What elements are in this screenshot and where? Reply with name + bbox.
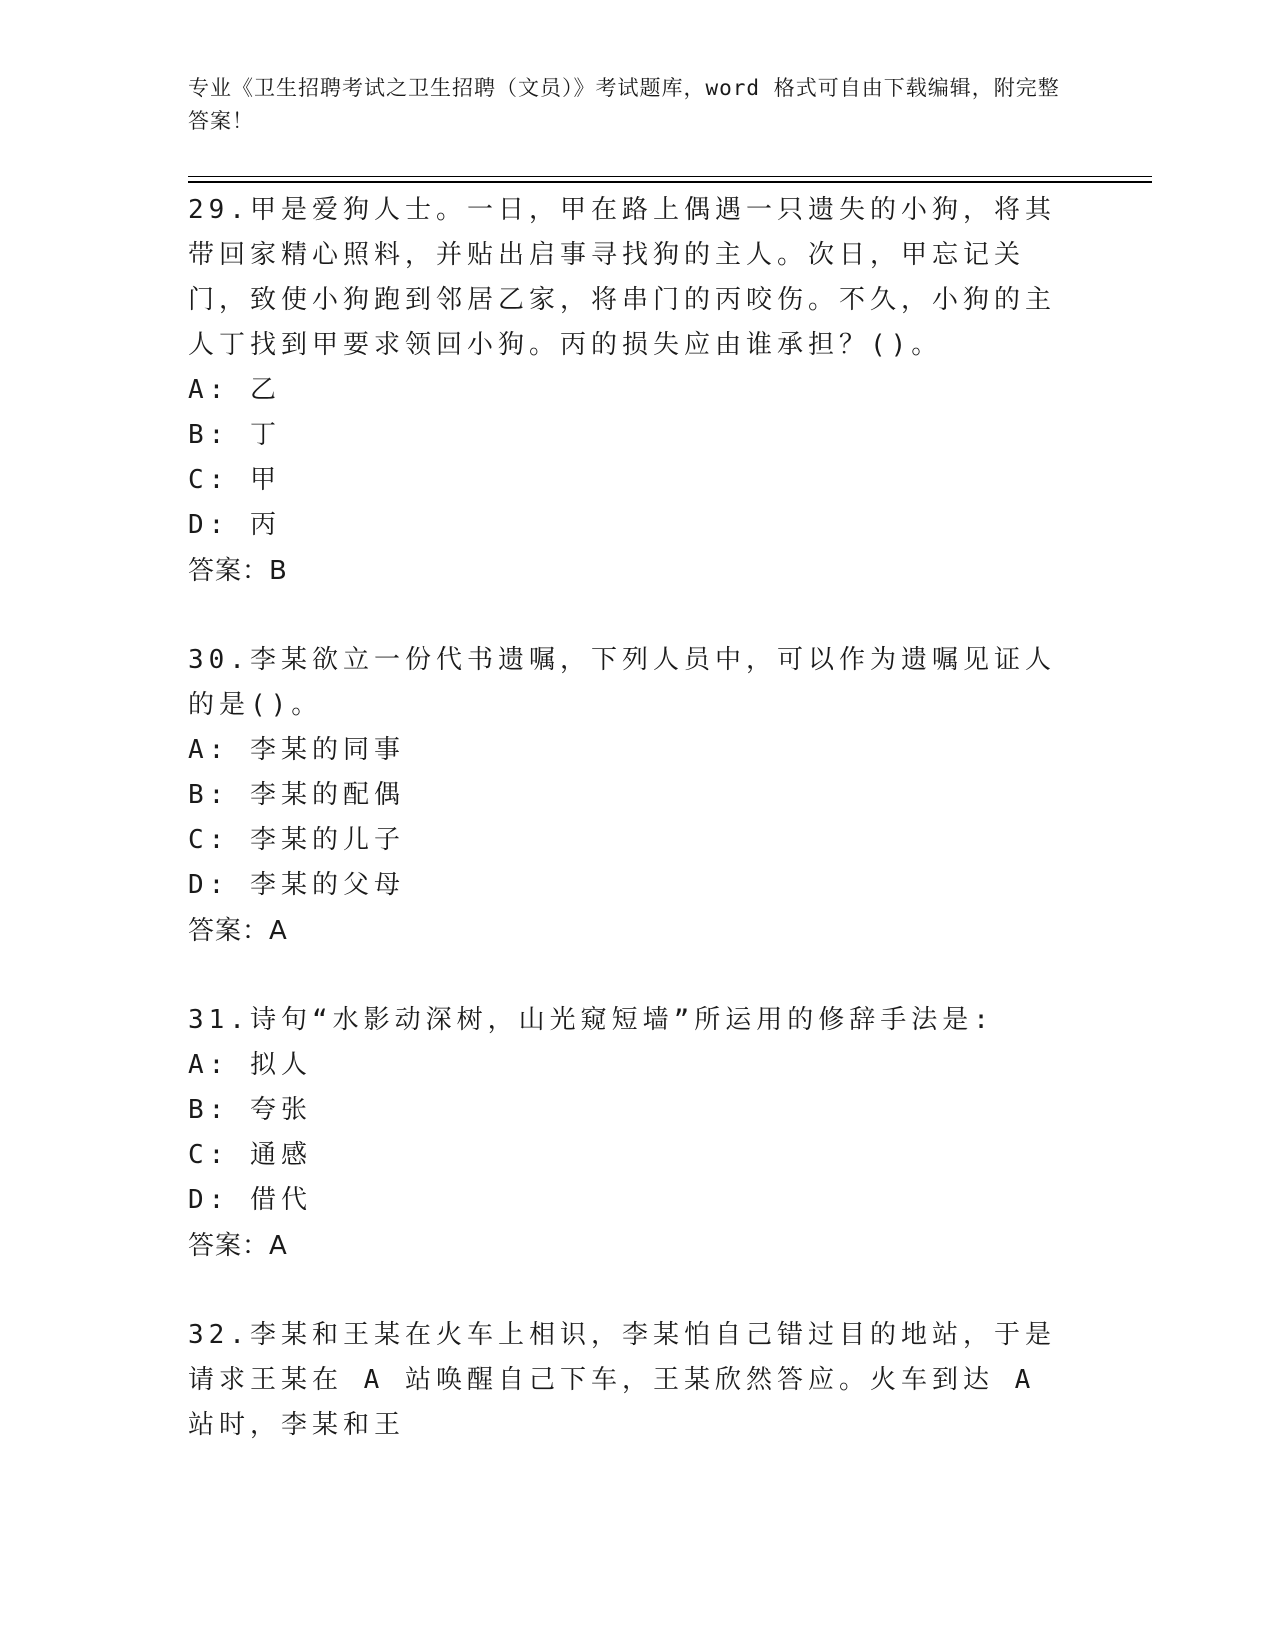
option-c: C: 通感 [188, 1140, 312, 1170]
option-a: A: 乙 [188, 375, 281, 405]
answer-label: 答案：B [188, 556, 288, 586]
option-b: B: 丁 [188, 420, 281, 450]
question-text: 31.诗句“水影动深树，山光窥短墙”所运用的修辞手法是: [188, 1005, 994, 1035]
question-text: 29.甲是爱狗人士。一日，甲在路上偶遇一只遗失的小狗，将其带回家精心照料，并贴出启事寻找狗的主人。次日，甲忘记关门，致使小狗跑到邻居乙家，将串门的丙咬伤。不久，小狗的主人丁找到甲要求领回小狗。丙的损失应由谁承担？()。 [188, 195, 1057, 360]
option-c: C: 甲 [188, 465, 281, 495]
question-31 [188, 998, 1068, 1269]
option-a: A: 拟人 [188, 1050, 312, 1080]
option-b: B: 夸张 [188, 1095, 312, 1125]
option-d: D: 李某的父母 [188, 870, 405, 900]
answer-label: 答案：A [188, 916, 288, 946]
option-a: A: 李某的同事 [188, 735, 405, 765]
question-32 [188, 1313, 1068, 1448]
option-d: D: 借代 [188, 1185, 312, 1215]
question-29 [188, 188, 1068, 594]
header-divider-thick [188, 181, 1152, 183]
option-b: B: 李某的配偶 [188, 780, 405, 810]
question-list [188, 188, 1068, 1492]
header-divider-thin [188, 176, 1152, 177]
document-header: 专业《卫生招聘考试之卫生招聘（文员）》考试题库，word 格式可自由下载编辑，附完整答案！ [188, 76, 1060, 133]
answer-label: 答案：A [188, 1231, 288, 1261]
question-text: 30.李某欲立一份代书遗嘱，下列人员中，可以作为遗嘱见证人的是()。 [188, 645, 1056, 720]
question-30 [188, 638, 1068, 954]
option-d: D: 丙 [188, 510, 281, 540]
question-text: 32.李某和王某在火车上相识，李某怕自己错过目的地站，于是请求王某在 A 站唤醒自己下车，王某欣然答应。火车到达 A 站时，李某和王 [188, 1320, 1056, 1440]
option-c: C: 李某的儿子 [188, 825, 405, 855]
